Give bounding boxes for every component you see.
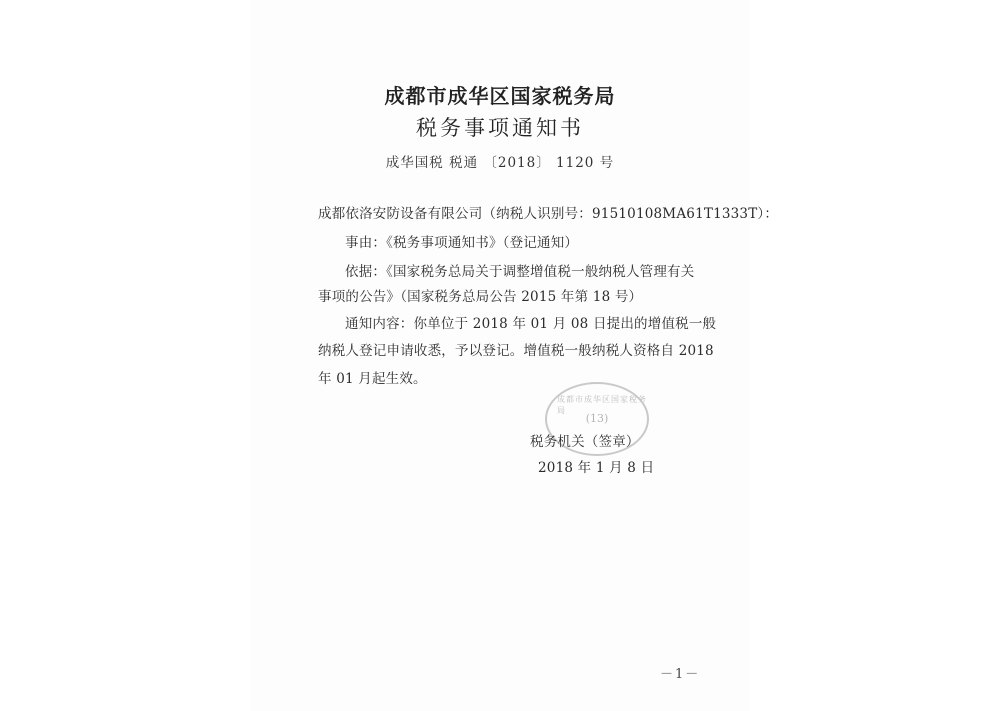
seal-arc-text: 成都市成华区国家税务局 (557, 395, 647, 415)
issuer-signature: 税务机关（签章） (530, 434, 640, 450)
basis-line-1: 依据：《国家税务总局关于调整增值税一般纳税人管理有关 (345, 264, 695, 280)
content-line-1: 通知内容：你单位于 2018 年 01 月 08 日提出的增值税一般 (345, 316, 717, 332)
issuing-authority: 成都市成华区国家税务局 (384, 84, 616, 108)
content-line-2: 纳税人登记申请收悉，予以登记。增值税一般纳税人资格自 2018 (318, 343, 714, 359)
basis-line-2: 事项的公告》（国家税务总局公告 2015 年第 18 号） (318, 289, 643, 305)
issue-date: 2018 年 1 月 8 日 (538, 460, 655, 476)
seal-number: (13) (585, 412, 609, 425)
subject-line: 事由：《税务事项通知书》（登记通知） (345, 235, 579, 251)
document-title: 税务事项通知书 (416, 116, 584, 140)
addressee: 成都依洛安防设备有限公司（纳税人识别号：91510108MA61T1333T）： (318, 206, 779, 222)
document-page (250, 0, 779, 711)
page-number: －1－ (660, 667, 701, 682)
content-line-3: 年 01 月起生效。 (318, 371, 427, 387)
document-number: 成华国税 税通 〔2018〕 1120 号 (385, 155, 615, 171)
